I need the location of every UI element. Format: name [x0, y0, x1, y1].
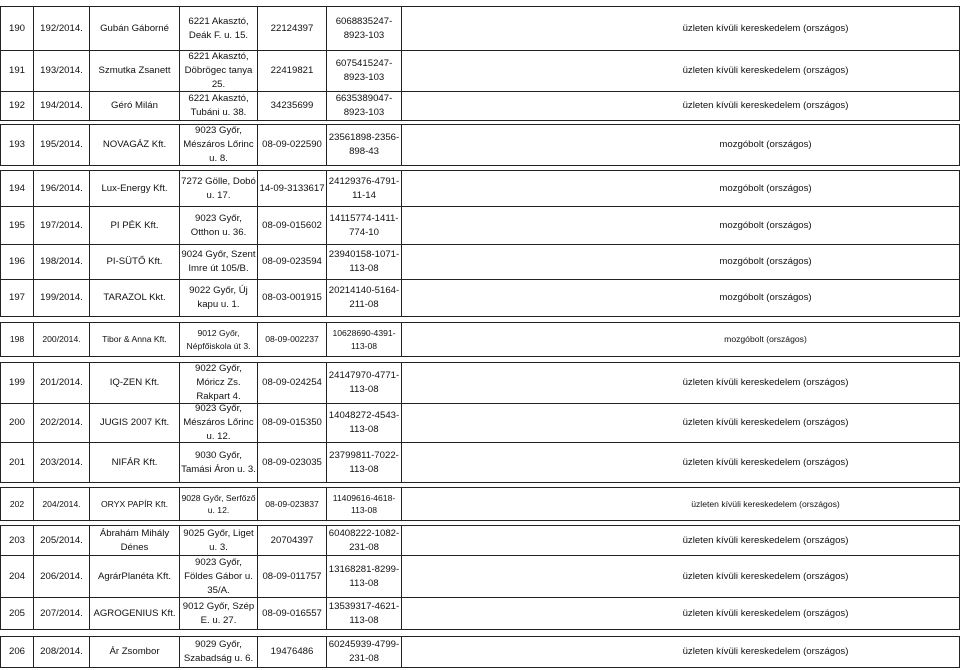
cell-text: 7272 Gölle, Dobó — [181, 175, 256, 187]
table-row — [0, 245, 960, 280]
cell-text: 113-08 — [350, 505, 378, 515]
registry-number-cell — [257, 637, 326, 667]
statistical-code-cell — [326, 443, 401, 482]
cell-text: 774-10 — [349, 226, 379, 238]
activity-cell — [401, 280, 959, 316]
cell-text: 14115774-1411- — [329, 212, 399, 224]
cell-text: 195/2014. — [40, 139, 83, 150]
name-cell — [89, 171, 179, 206]
cell-text: 24147970-4771- — [328, 370, 400, 381]
cell-text: 200/2014. — [42, 334, 81, 345]
cell-text: 211-08 — [349, 299, 379, 310]
cell-text: 23799811-7022- — [329, 449, 399, 461]
cell-text: 113-08 — [350, 340, 378, 351]
cell-text: 196/2014. — [40, 182, 83, 194]
cell-text: 9030 Győr, — [195, 449, 242, 461]
statistical-code-cell — [326, 51, 401, 91]
cell-text: NOVAGÁZ Kft. — [102, 139, 167, 150]
cell-text: E. u. 27. — [200, 614, 237, 626]
cell-text: mozgóbolt (országos) — [719, 219, 812, 231]
record-number-cell — [33, 598, 89, 629]
address-cell — [179, 92, 257, 120]
registry-number-cell — [257, 171, 326, 206]
statistical-code-cell — [326, 125, 401, 165]
address-cell — [179, 7, 257, 50]
cell-text: Móricz Zs. — [196, 377, 241, 388]
statistical-code-cell — [326, 556, 401, 597]
cell-text: 08-09-024254 — [262, 377, 322, 388]
cell-text: 19476486 — [270, 646, 314, 657]
cell-text: 190 — [8, 22, 25, 34]
address-cell — [179, 363, 257, 403]
address-cell — [179, 125, 257, 165]
cell-text: 08-09-011757 — [262, 570, 322, 582]
cell-text: 9025 Győr, Liget — [183, 527, 254, 539]
cell-text: 9023 Győr, — [195, 125, 242, 136]
cell-text: 35/A. — [207, 584, 230, 596]
activity-cell — [401, 323, 959, 356]
cell-text: 9012 Győr, — [197, 328, 240, 338]
cell-text: 199 — [8, 377, 25, 388]
record-number-cell — [33, 207, 89, 244]
registry-number-cell — [257, 245, 326, 279]
address-cell — [179, 207, 257, 244]
table-row — [0, 443, 960, 483]
cell-text: 6635389047- — [335, 93, 393, 104]
cell-text: 11409616-4618- — [332, 492, 396, 503]
cell-text: Imre út 105/B. — [188, 263, 249, 274]
cell-text: u. 12. — [207, 505, 230, 515]
cell-text: Földes Gábor u. — [184, 570, 253, 582]
cell-text: 23561898-2356- — [328, 132, 400, 143]
cell-text: 25. — [211, 79, 226, 90]
cell-text: 202/2014. — [40, 417, 83, 428]
table-row — [0, 280, 960, 317]
cell-text: 197 — [8, 292, 25, 303]
cell-text: 08-09-022590 — [262, 139, 322, 150]
cell-text: Szabadság u. 6. — [183, 653, 254, 664]
cell-text: Tamási Áron u. 3. — [181, 463, 256, 475]
cell-text: Döbrögec tanya — [184, 65, 253, 76]
cell-text: 08-09-016557 — [262, 607, 322, 619]
statistical-code-cell — [326, 207, 401, 244]
address-cell — [179, 637, 257, 667]
cell-text: 195 — [8, 219, 25, 231]
cell-text: üzleten kívüli kereskedelem (országos) — [682, 456, 849, 468]
cell-text: üzleten kívüli kereskedelem (országos) — [682, 100, 849, 111]
name-cell — [89, 526, 179, 555]
record-number-cell — [33, 404, 89, 442]
record-number-cell — [33, 245, 89, 279]
registry-number-cell — [257, 598, 326, 629]
cell-text: Tibor & Anna Kft. — [102, 334, 167, 345]
cell-text: 13539317-4621- — [328, 600, 400, 612]
registry-number-cell — [257, 363, 326, 403]
statistical-code-cell — [326, 526, 401, 555]
cell-text: Mészáros Lőrinc — [183, 417, 254, 428]
row-number-cell — [1, 637, 33, 667]
activity-cell — [401, 92, 959, 120]
cell-text: 13168281-8299- — [328, 563, 400, 575]
table-row — [0, 207, 960, 245]
name-cell — [89, 556, 179, 597]
registry-number-cell — [257, 280, 326, 316]
record-number-cell — [33, 7, 89, 50]
cell-text: 113-08 — [349, 424, 379, 435]
cell-text: 08-09-015350 — [262, 417, 322, 428]
row-number-cell — [1, 556, 33, 597]
cell-text: 198/2014. — [40, 256, 83, 267]
row-number-cell — [1, 245, 33, 279]
cell-text: 203/2014. — [40, 456, 83, 468]
address-cell — [179, 556, 257, 597]
cell-text: 200 — [8, 417, 25, 428]
cell-text: 9022 Győr, Új — [189, 285, 248, 296]
address-cell — [179, 245, 257, 279]
name-cell — [89, 598, 179, 629]
registry-number-cell — [257, 556, 326, 597]
table-row — [0, 170, 960, 207]
table-row — [0, 92, 960, 121]
address-cell — [179, 171, 257, 206]
cell-text: 197/2014. — [40, 219, 83, 231]
cell-text: TARAZOL Kkt. — [103, 292, 166, 303]
cell-text: 6221 Akasztó, — [188, 51, 249, 62]
cell-text: 9024 Győr, Szent — [181, 249, 256, 260]
cell-text: Otthon u. 36. — [190, 226, 247, 238]
cell-text: 9029 Győr, — [195, 639, 242, 650]
activity-cell — [401, 556, 959, 597]
cell-text: Lux-Energy Kft. — [101, 182, 168, 194]
record-number-cell — [33, 323, 89, 356]
name-cell — [89, 637, 179, 667]
cell-text: 113-08 — [349, 577, 379, 589]
cell-text: Mészáros Lőrinc — [183, 139, 254, 150]
row-number-cell — [1, 207, 33, 244]
address-cell — [179, 443, 257, 482]
activity-cell — [401, 125, 959, 165]
cell-text: üzleten kívüli kereskedelem (országos) — [682, 646, 849, 657]
cell-text: 206/2014. — [40, 570, 83, 582]
statistical-code-cell — [326, 598, 401, 629]
name-cell — [89, 92, 179, 120]
cell-text: 113-08 — [349, 384, 379, 395]
row-number-cell — [1, 363, 33, 403]
row-number-cell — [1, 404, 33, 442]
cell-text: 22419821 — [270, 65, 314, 76]
cell-text: 9023 Győr, — [195, 212, 242, 224]
activity-cell — [401, 443, 959, 482]
cell-text: mozgóbolt (országos) — [719, 292, 812, 303]
registry-number-cell — [257, 526, 326, 555]
record-number-cell — [33, 51, 89, 91]
cell-text: 14048272-4543- — [328, 410, 400, 421]
cell-text: 60408222-1082- — [328, 527, 400, 539]
address-cell — [179, 598, 257, 629]
name-cell — [89, 488, 179, 520]
cell-text: 207/2014. — [40, 607, 83, 619]
statistical-code-cell — [326, 280, 401, 316]
record-number-cell — [33, 637, 89, 667]
cell-text: 20704397 — [270, 534, 314, 546]
row-number-cell — [1, 92, 33, 120]
table-row — [0, 636, 960, 668]
cell-text: Géró Milán — [111, 100, 158, 111]
cell-text: 24129376-4791- — [328, 175, 400, 187]
cell-text: mozgóbolt (országos) — [719, 139, 812, 150]
statistical-code-cell — [326, 245, 401, 279]
cell-text: 6068835247- — [335, 15, 393, 27]
record-number-cell — [33, 488, 89, 520]
cell-text: 205/2014. — [40, 534, 83, 546]
name-cell — [89, 7, 179, 50]
statistical-code-cell — [326, 92, 401, 120]
cell-text: 9023 Győr, — [195, 556, 242, 568]
cell-text: 6221 Akasztó, — [188, 93, 249, 104]
table-row — [0, 6, 960, 51]
row-number-cell — [1, 280, 33, 316]
address-cell — [179, 488, 257, 520]
cell-text: IQ-ZEN Kft. — [109, 377, 160, 388]
name-cell — [89, 125, 179, 165]
row-number-cell — [1, 171, 33, 206]
cell-text: 204/2014. — [42, 498, 81, 509]
address-cell — [179, 280, 257, 316]
cell-text: 194 — [8, 182, 25, 194]
cell-text: 193/2014. — [40, 65, 83, 76]
cell-text: JUGIS 2007 Kft. — [99, 417, 170, 428]
name-cell — [89, 280, 179, 316]
cell-text: AGROGENIUS Kft. — [93, 607, 176, 619]
table-row — [0, 124, 960, 166]
record-number-cell — [33, 92, 89, 120]
address-cell — [179, 51, 257, 91]
cell-text: 113-08 — [349, 463, 379, 475]
record-number-cell — [33, 443, 89, 482]
registry-number-cell — [257, 51, 326, 91]
cell-text: 34235699 — [270, 100, 314, 111]
address-cell — [179, 323, 257, 356]
cell-text: üzleten kívüli kereskedelem (országos) — [682, 22, 849, 34]
name-cell — [89, 207, 179, 244]
cell-text: 204 — [8, 570, 25, 582]
cell-text: 14-09-3133617 — [259, 182, 325, 194]
activity-cell — [401, 637, 959, 667]
table-row — [0, 404, 960, 443]
cell-text: 198 — [9, 334, 25, 345]
name-cell — [89, 363, 179, 403]
cell-text: Szmutka Zsanett — [98, 65, 171, 76]
cell-text: 08-09-002237 — [265, 334, 319, 345]
record-number-cell — [33, 125, 89, 165]
cell-text: Dénes — [120, 541, 149, 553]
cell-text: 11-14 — [352, 189, 376, 201]
cell-text: 6075415247- — [335, 58, 393, 69]
activity-cell — [401, 171, 959, 206]
cell-text: mozgóbolt (országos) — [719, 256, 812, 267]
cell-text: 9023 Győr, — [195, 403, 242, 414]
table-row — [0, 598, 960, 630]
cell-text: mozgóbolt (országos) — [719, 182, 812, 194]
cell-text: 898-43 — [349, 146, 379, 157]
cell-text: 08-09-023594 — [262, 256, 322, 267]
activity-cell — [401, 363, 959, 403]
record-number-cell — [33, 280, 89, 316]
table-row — [0, 362, 960, 404]
statistical-code-cell — [326, 7, 401, 50]
cell-text: 9012 Győr, Szép — [182, 600, 255, 612]
registry-number-cell — [257, 404, 326, 442]
cell-text: 8923-103 — [343, 107, 385, 118]
cell-text: u. 8. — [209, 153, 228, 164]
record-number-cell — [33, 363, 89, 403]
registry-number-cell — [257, 92, 326, 120]
cell-text: PI PÉK Kft. — [110, 219, 159, 231]
name-cell — [89, 245, 179, 279]
activity-cell — [401, 404, 959, 442]
registry-number-cell — [257, 488, 326, 520]
cell-text: Deák F. u. 15. — [188, 29, 249, 41]
cell-text: 205 — [8, 607, 25, 619]
cell-text: 08-09-023837 — [265, 498, 319, 509]
row-number-cell — [1, 125, 33, 165]
cell-text: üzleten kívüli kereskedelem (országos) — [682, 570, 849, 582]
address-cell — [179, 526, 257, 555]
activity-cell — [401, 7, 959, 50]
cell-text: Rakpart 4. — [196, 391, 241, 402]
cell-text: 231-08 — [349, 653, 379, 664]
cell-text: 23940158-1071- — [328, 249, 400, 260]
cell-text: 201 — [8, 456, 25, 468]
cell-text: 192/2014. — [40, 22, 83, 34]
cell-text: 6221 Akasztó, — [188, 15, 249, 27]
cell-text: 8923-103 — [343, 72, 385, 83]
cell-text: 9028 Győr, Serfőző — [181, 492, 256, 503]
cell-text: üzleten kívüli kereskedelem (országos) — [682, 534, 849, 546]
statistical-code-cell — [326, 363, 401, 403]
name-cell — [89, 323, 179, 356]
cell-text: u. 3. — [209, 541, 228, 553]
activity-cell — [401, 207, 959, 244]
cell-text: PI-SÜTŐ Kft. — [106, 256, 163, 267]
registry-number-cell — [257, 7, 326, 50]
row-number-cell — [1, 323, 33, 356]
name-cell — [89, 51, 179, 91]
cell-text: mozgóbolt (országos) — [724, 334, 807, 345]
cell-text: u. 12. — [206, 431, 231, 442]
table-row — [0, 525, 960, 556]
statistical-code-cell — [326, 171, 401, 206]
registry-number-cell — [257, 323, 326, 356]
registry-number-cell — [257, 443, 326, 482]
activity-cell — [401, 598, 959, 629]
cell-text: 203 — [8, 534, 25, 546]
cell-text: 08-09-015602 — [262, 219, 322, 231]
cell-text: 60245939-4799- — [328, 639, 400, 650]
cell-text: 231-08 — [349, 541, 379, 553]
cell-text: Népfőiskola út 3. — [186, 340, 251, 351]
statistical-code-cell — [326, 404, 401, 442]
table-row — [0, 487, 960, 521]
cell-text: NIFÁR Kft. — [111, 456, 158, 468]
cell-text: Ár Zsombor — [109, 646, 160, 657]
cell-text: AgrárPlanéta Kft. — [97, 570, 172, 582]
name-cell — [89, 404, 179, 442]
name-cell — [89, 443, 179, 482]
registry-number-cell — [257, 207, 326, 244]
cell-text: 192 — [8, 100, 25, 111]
cell-text: üzleten kívüli kereskedelem (országos) — [682, 417, 849, 428]
cell-text: ORYX PAPÍR Kft. — [100, 498, 169, 509]
activity-cell — [401, 526, 959, 555]
statistical-code-cell — [326, 637, 401, 667]
cell-text: u. 17. — [206, 189, 231, 201]
cell-text: 202 — [9, 498, 25, 509]
row-number-cell — [1, 443, 33, 482]
activity-cell — [401, 488, 959, 520]
cell-text: 206 — [8, 646, 25, 657]
row-number-cell — [1, 7, 33, 50]
cell-text: 9022 Győr, — [195, 363, 242, 374]
statistical-code-cell — [326, 323, 401, 356]
cell-text: 199/2014. — [40, 292, 83, 303]
cell-text: 10628690-4391- — [332, 328, 396, 338]
cell-text: 113-08 — [349, 614, 379, 626]
cell-text: 113-08 — [349, 263, 379, 274]
activity-cell — [401, 51, 959, 91]
row-number-cell — [1, 488, 33, 520]
record-number-cell — [33, 556, 89, 597]
record-number-cell — [33, 526, 89, 555]
cell-text: üzleten kívüli kereskedelem (országos) — [682, 65, 849, 76]
cell-text: üzleten kívüli kereskedelem (országos) — [682, 377, 849, 388]
table-row — [0, 322, 960, 357]
cell-text: üzleten kívüli kereskedelem (országos) — [691, 498, 840, 509]
address-cell — [179, 404, 257, 442]
row-number-cell — [1, 51, 33, 91]
cell-text: 20214140-5164- — [328, 285, 400, 296]
cell-text: 8923-103 — [343, 29, 385, 41]
cell-text: Gubán Gáborné — [100, 22, 169, 34]
cell-text: Ábrahám Mihály — [99, 527, 170, 539]
cell-text: 208/2014. — [40, 646, 83, 657]
row-number-cell — [1, 526, 33, 555]
cell-text: 08-03-001915 — [262, 292, 322, 303]
cell-text: 22124397 — [270, 22, 314, 34]
cell-text: 08-09-023035 — [262, 456, 322, 468]
registry-number-cell — [257, 125, 326, 165]
cell-text: 196 — [8, 256, 25, 267]
cell-text: 191 — [8, 65, 25, 76]
cell-text: 193 — [8, 139, 25, 150]
cell-text: 201/2014. — [40, 377, 83, 388]
cell-text: 194/2014. — [40, 100, 83, 111]
statistical-code-cell — [326, 488, 401, 520]
cell-text: Tubáni u. 38. — [190, 107, 247, 118]
table-row — [0, 556, 960, 598]
cell-text: üzleten kívüli kereskedelem (országos) — [682, 607, 849, 619]
record-number-cell — [33, 171, 89, 206]
table-row — [0, 51, 960, 92]
row-number-cell — [1, 598, 33, 629]
cell-text: kapu u. 1. — [197, 299, 240, 310]
activity-cell — [401, 245, 959, 279]
